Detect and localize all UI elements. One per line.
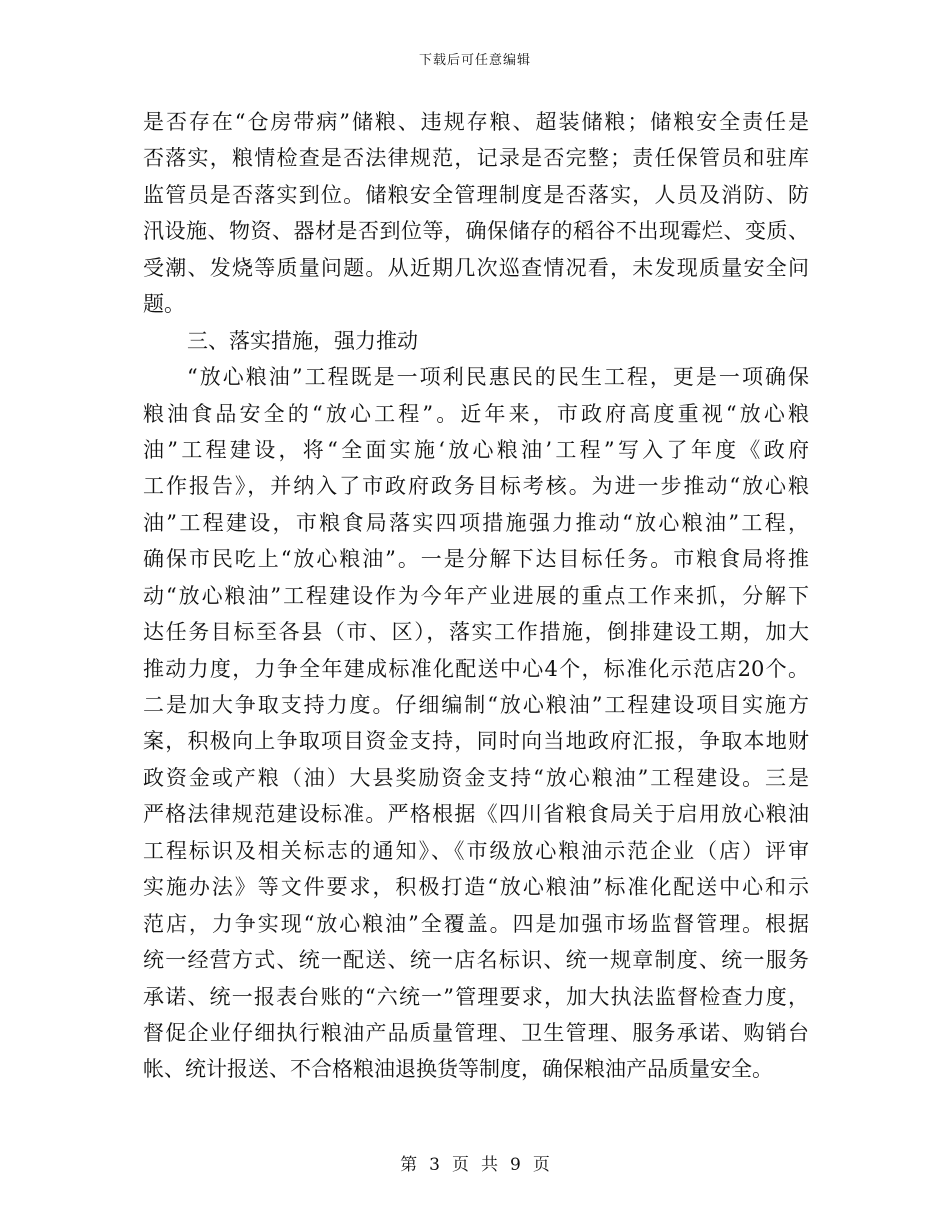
body-line: 受潮、发烧等质量问题。从近期几次巡查情况看，未发现质量安全问 xyxy=(143,255,809,280)
page-header: 下载后可任意编辑 xyxy=(418,53,531,68)
total-pages-number: 9 xyxy=(510,1155,521,1175)
body-line: 推动力度，力争全年建成标准化配送中心4个，标准化示范店20个。 xyxy=(143,656,809,681)
body-line: “放心粮油”工程既是一项利民惠民的民生工程，更是一项确保 xyxy=(187,365,809,390)
body-line: 案，积极向上争取项目资金支持，同时向当地政府汇报，争取本地财 xyxy=(143,729,809,754)
page-unit: 页 xyxy=(452,1155,469,1175)
page-label: 第 xyxy=(400,1155,418,1175)
body-line: 政资金或产粮（油）大县奖励资金支持“放心粮油”工程建设。三是 xyxy=(143,765,809,790)
total-label: 共 xyxy=(481,1155,498,1175)
page-footer xyxy=(0,1154,950,1176)
body-line: 实施办法》等文件要求，积极打造“放心粮油”标准化配送中心和示 xyxy=(143,875,809,900)
body-line: 监管员是否落实到位。储粮安全管理制度是否落实，人员及消防、防 xyxy=(143,182,809,207)
body-line: 承诺、统一报表台账的“六统一”管理要求，加大执法监督检查力度， xyxy=(143,984,809,1009)
body-line: 动“放心粮油”工程建设作为今年产业进展的重点工作来抓，分解下 xyxy=(143,583,809,608)
total-unit: 页 xyxy=(532,1155,550,1175)
body-line: 严格法律规范建设标准。严格根据《四川省粮食局关于启用放心粮油 xyxy=(143,802,809,827)
body-line: 油”工程建设，将“全面实施‘放心粮油’工程”写入了年度《政府 xyxy=(143,437,809,462)
body-line: 范店，力争实现“放心粮油”全覆盖。四是加强市场监督管理。根据 xyxy=(143,911,809,936)
body-line: 确保市民吃上“放心粮油”。一是分解下达目标任务。市粮食局将推 xyxy=(143,547,809,572)
current-page-number: 3 xyxy=(429,1155,440,1175)
section-heading: 三、落实措施，强力推动 xyxy=(187,328,418,353)
body-line: 是否存在“仓房带病”储粮、违规存粮、超装储粮；储粮安全责任是 xyxy=(143,110,809,134)
body-line: 油”工程建设，市粮食局落实四项措施强力推动“放心粮油”工程， xyxy=(143,510,809,535)
body-line: 工程标识及相关标志的通知》、《市级放心粮油示范企业（店）评审 xyxy=(143,838,809,863)
body-line: 二是加大争取支持力度。仔细编制“放心粮油”工程建设项目实施方 xyxy=(143,693,809,717)
body-line: 工作报告》，并纳入了市政府政务目标考核。为进一步推动“放心粮 xyxy=(143,474,809,499)
body-line: 汛设施、物资、器材是否到位等，确保储存的稻谷不出现霉烂、变质、 xyxy=(143,219,809,244)
body-line: 题。 xyxy=(143,292,185,317)
body-line: 统一经营方式、统一配送、统一店名标识、统一规章制度、统一服务 xyxy=(143,948,809,973)
body-line: 否落实，粮情检查是否法律规范，记录是否完整；责任保管员和驻库 xyxy=(143,146,809,171)
body-line: 达任务目标至各县（市、区），落实工作措施，倒排建设工期，加大 xyxy=(143,620,809,645)
body-line: 帐、统计报送、不合格粮油退换货等制度，确保粮油产品质量安全。 xyxy=(143,1057,773,1082)
body-line: 督促企业仔细执行粮油产品质量管理、卫生管理、服务承诺、购销台 xyxy=(143,1020,809,1045)
document-body xyxy=(143,104,809,1088)
body-line: 粮油食品安全的“放心工程”。近年来，市政府高度重视“放心粮 xyxy=(143,401,809,426)
